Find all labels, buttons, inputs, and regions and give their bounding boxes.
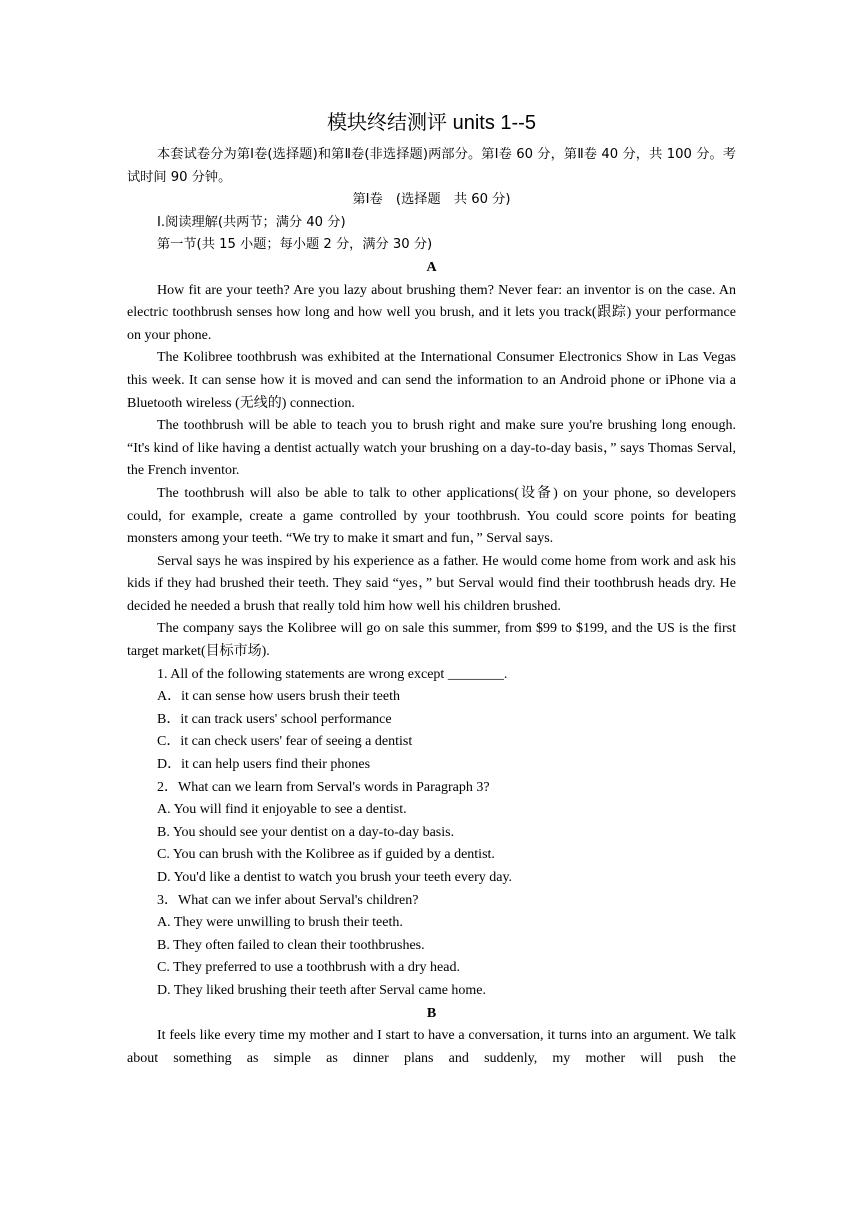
question-2 — [127, 777, 736, 890]
passage-b-label: B — [426, 1005, 437, 1021]
question-stem: 1. All of the following statements are wrong except ________. — [157, 666, 508, 682]
question-3 — [127, 890, 736, 1003]
passage-a-paragraph: The Kolibree toothbrush was exhibited at the International Consumer Electronics Show in Las Vegas this week. It can sense how it is moved and can send the information to an Android phone or iPhone via a Bluetooth wireless (无线的) connection. — [127, 350, 736, 411]
answer-option: D. They liked brushing their teeth after Serval came home. — [157, 982, 487, 998]
answer-option: C．it can check users' fear of seeing a dentist — [157, 734, 413, 750]
passage-a-paragraph: The company says the Kolibree will go on sale this summer, from $99 to $199, and the US is the first target market(目标市场). — [127, 621, 736, 660]
subsection-heading: 第一节(共 15 小题；每小题 2 分，满分 30 分) — [157, 237, 433, 253]
question-1 — [127, 664, 736, 777]
passage-a-paragraph: Serval says he was inspired by his experience as a father. He would come home from work and ask his kids if they had brushed their teeth. They said “yes，” but Serval would find their toothbrush heads dry. He decided he needed a brush that really told him how well his children brushed. — [127, 553, 736, 614]
answer-option: D. You'd like a dentist to watch you brush your teeth every day. — [157, 870, 513, 885]
part1-heading: 第Ⅰ卷 (选择题 共 60 分) — [352, 192, 511, 208]
section-heading: Ⅰ.阅读理解(共两节；满分 40 分) — [157, 214, 346, 230]
question-stem: 3．What can we infer about Serval's children? — [157, 892, 419, 908]
passage-a-paragraph: How fit are your teeth? Are you lazy about brushing them? Never fear: an inventor is on the case. An electric toothbrush senses how long and how well you brush, and it lets you track(跟踪) your performance on your phone. — [127, 282, 736, 343]
answer-option: A. They were unwilling to brush their teeth. — [157, 915, 403, 931]
answer-option: C. They preferred to use a toothbrush with a dry head. — [157, 960, 460, 976]
answer-option: B. They often failed to clean their toothbrushes. — [157, 937, 425, 953]
answer-option: D．it can help users find their phones — [157, 757, 371, 773]
question-stem: 2．What can we learn from Serval's words in Paragraph 3? — [157, 779, 490, 795]
passage-b-paragraph: It feels like every time my mother and I start to have a conversation, it turns into an argument. We talk about something as simple as dinner plans and suddenly, my mother will push the — [127, 1028, 736, 1066]
answer-option: C. You can brush with the Kolibree as if guided by a dentist. — [157, 847, 495, 863]
document-page — [127, 108, 736, 1070]
answer-option: B．it can track users' school performance — [157, 711, 392, 727]
exam-intro: 本套试卷分为第Ⅰ卷(选择题)和第Ⅱ卷(非选择题)两部分。第Ⅰ卷 60 分，第Ⅱ卷 40 分，共 100 分。考试时间 90 分钟。 — [127, 147, 736, 185]
document-title: 模块终结测评 units 1--5 — [327, 112, 536, 134]
answer-option: A. You will find it enjoyable to see a dentist. — [157, 802, 407, 818]
passage-a-paragraph: The toothbrush will also be able to talk to other applications(设备) on your phone, so developers could, for example, create a game controlled by your toothbrush. You could score points for beating monsters among your teeth. “We try to make it smart and fun，” Serval says. — [127, 485, 736, 547]
answer-option: B. You should see your dentist on a day‑to‑day basis. — [157, 824, 455, 840]
passage-a-label: A — [426, 259, 437, 275]
passage-a-paragraph: The toothbrush will be able to teach you to brush right and make sure you're brushing long enough. “It's kind of like having a dentist actually watch your brushing on a day-to-day basis，” says Thomas Serval, the French inventor. — [127, 418, 736, 479]
answer-option: A．it can sense how users brush their teeth — [157, 689, 400, 705]
